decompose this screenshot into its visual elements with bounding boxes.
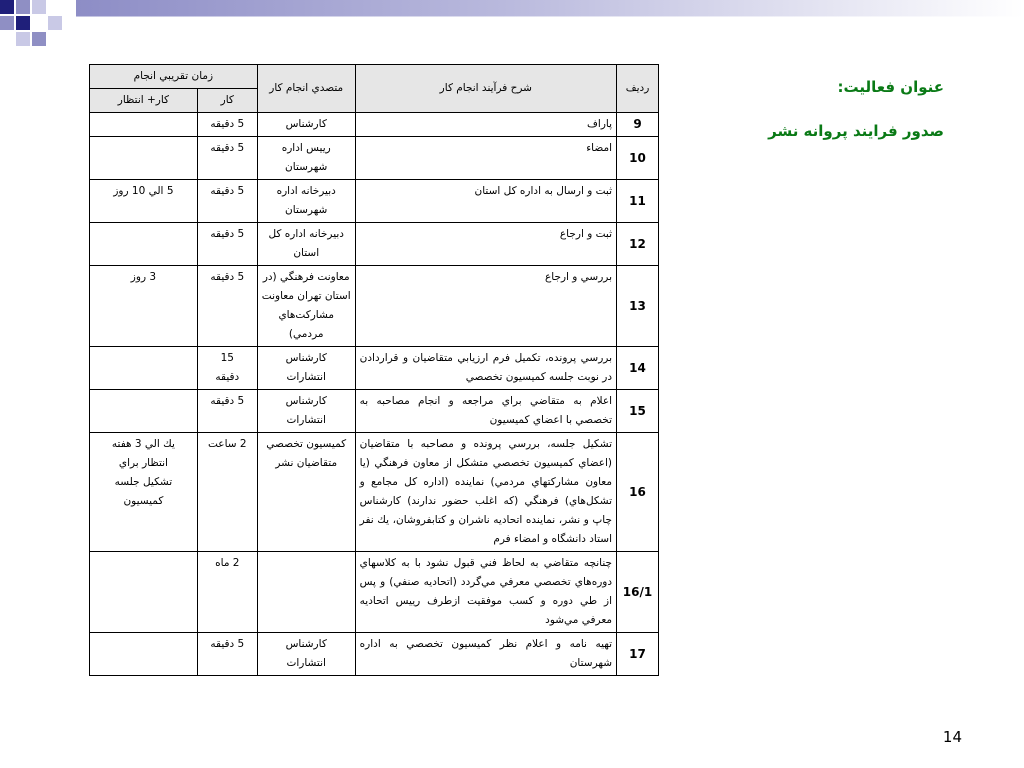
responsible-cell: كارشناس انتشارات [257, 390, 355, 433]
responsible-cell [257, 552, 355, 633]
description-cell: تشكيل جلسه، بررسي پرونده و مصاحبه با متقاضيان (اعضاي كميسيون تخصصي متشكل از معاون فرهنگي (يا معاون مشاركتهاي مردمي) نماينده (اداره كل مجامع و تشكل‌هاي) فرهنگي (كه اغلب حضور ندارند) كارشناس چاپ و نشر، نماينده اتحاديه ناشران و كتابفروشان، يك نفر استاد دانشگاه و امضاء فرم [355, 433, 616, 552]
table-row [90, 390, 659, 433]
table-row [90, 347, 659, 390]
description-cell: چنانچه متقاضي به لحاظ فني قبول نشود با به كلاسهاي دوره‌هاي تخصصي معرفي مي‌گردد (اتحاديه صنفي) و پس از طي دوره و كسب موفقيت ازطرف رييس اتحاديه معرفي مي‌شود [355, 552, 616, 633]
header-time-work-wait: كار+ انتظار [90, 89, 198, 113]
table-row [90, 266, 659, 347]
responsible-cell: رييس اداره شهرستان [257, 137, 355, 180]
row-number-cell: 15 [617, 390, 659, 433]
header-description: شرح فرآيند انجام كار [355, 65, 616, 113]
process-table-container [89, 64, 659, 676]
work-time-cell: 5 دقيقه [197, 390, 257, 433]
row-number-cell: 13 [617, 266, 659, 347]
work-time-cell: 5 دقيقه [197, 266, 257, 347]
deco-square [16, 32, 30, 46]
row-number-cell: 12 [617, 223, 659, 266]
work-time-cell: 5 دقيقه [197, 180, 257, 223]
responsible-cell: كارشناس انتشارات [257, 347, 355, 390]
work-time-cell: 5 دقيقه [197, 113, 257, 137]
responsible-cell: معاونت فرهنگي (در استان تهران معاونت مشاركت‌هاي مردمي) [257, 266, 355, 347]
deco-square [0, 0, 14, 14]
table-row [90, 180, 659, 223]
activity-label: عنوان فعاليت: [837, 78, 944, 96]
table-row [90, 633, 659, 676]
work-time-cell: 2 ماه [197, 552, 257, 633]
page-number: 14 [942, 728, 962, 746]
table-row [90, 552, 659, 633]
header-responsible: متصدي انجام كار [257, 65, 355, 113]
table-row [90, 137, 659, 180]
work-wait-time-cell [90, 552, 198, 633]
row-number-cell: 9 [617, 113, 659, 137]
description-cell: اعلام به متقاضي براي مراجعه و انجام مصاحبه به تخصصي با اعضاي كميسيون [355, 390, 616, 433]
work-wait-time-cell [90, 137, 198, 180]
responsible-cell: كارشناس انتشارات [257, 633, 355, 676]
header-time-group: زمان تقريبي انجام [90, 65, 258, 89]
description-cell: بررسي پرونده، تكميل فرم ارزيابي متقاضيان و قراردادن در نوبت جلسه كميسيون تخصصي [355, 347, 616, 390]
work-wait-time-cell [90, 390, 198, 433]
work-wait-time-cell [90, 113, 198, 137]
row-number-cell: 14 [617, 347, 659, 390]
work-wait-time-cell: 5 الي 10 روز [90, 180, 198, 223]
deco-square [0, 16, 14, 30]
activity-title-block [724, 78, 944, 140]
description-cell: تهيه نامه و اعلام نظر كميسيون تخصصي به اداره شهرستان [355, 633, 616, 676]
deco-square [16, 0, 30, 14]
row-number-cell: 10 [617, 137, 659, 180]
deco-square [48, 16, 62, 30]
responsible-cell: كميسيون تخصصي متقاضيان نشر [257, 433, 355, 552]
row-number-cell: 16 [617, 433, 659, 552]
description-cell: پاراف [355, 113, 616, 137]
work-wait-time-cell [90, 223, 198, 266]
work-time-cell: 5 دقيقه [197, 137, 257, 180]
responsible-cell: كارشناس [257, 113, 355, 137]
description-cell: ثبت و ارجاع [355, 223, 616, 266]
work-wait-time-cell [90, 347, 198, 390]
deco-square [16, 16, 30, 30]
header-time-work: كار [197, 89, 257, 113]
description-cell: بررسي و ارجاع [355, 266, 616, 347]
top-gradient-bar [76, 0, 1024, 16]
row-number-cell: 16/1 [617, 552, 659, 633]
work-time-cell: 5 دقيقه [197, 223, 257, 266]
work-time-cell: 2 ساعت [197, 433, 257, 552]
decorative-squares [0, 0, 80, 64]
process-table [89, 64, 659, 676]
description-cell: امضاء [355, 137, 616, 180]
description-cell: ثبت و ارسال به اداره كل استان [355, 180, 616, 223]
work-wait-time-cell [90, 633, 198, 676]
work-time-cell: 5 دقيقه [197, 633, 257, 676]
responsible-cell: دبيرخانه اداره شهرستان [257, 180, 355, 223]
top-divider [76, 16, 1024, 17]
table-row [90, 113, 659, 137]
activity-title: صدور فرايند پروانه نشر [768, 122, 944, 140]
row-number-cell: 11 [617, 180, 659, 223]
deco-square [32, 0, 46, 14]
table-row [90, 433, 659, 552]
table-row [90, 223, 659, 266]
responsible-cell: دبيرخانه اداره كل استان [257, 223, 355, 266]
work-wait-time-cell: يك الي 3 هفته انتظار براي تشكيل جلسه كميسيون [90, 433, 198, 552]
work-wait-time-cell: 3 روز [90, 266, 198, 347]
row-number-cell: 17 [617, 633, 659, 676]
work-time-cell: 15 دقيقه [197, 347, 257, 390]
header-row: رديف [617, 65, 659, 113]
deco-square [32, 32, 46, 46]
